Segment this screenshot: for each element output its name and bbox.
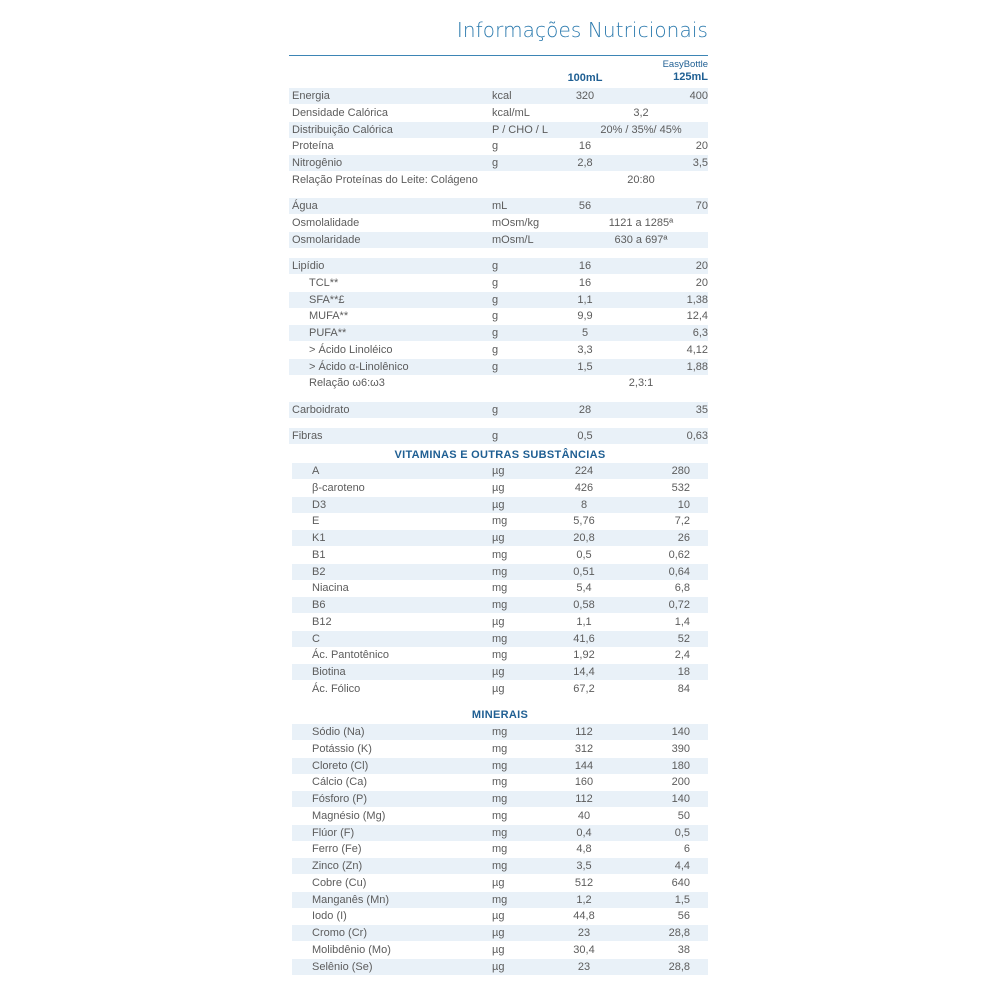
row-unit: mg — [492, 515, 508, 528]
row-value-100ml: 512 — [574, 876, 594, 889]
column-header-100ml: 100mL — [567, 72, 603, 84]
row-value-100ml: 8 — [580, 498, 588, 511]
row-value-100ml: 1,1 — [576, 615, 592, 628]
row-unit: µg — [492, 532, 505, 544]
table-row — [292, 547, 708, 563]
row-value-100ml: 112 — [575, 726, 593, 738]
row-label: Densidade Calórica — [292, 106, 388, 119]
row-value-125ml: 6,3 — [692, 327, 708, 339]
row-label: Carboidrato — [292, 404, 350, 416]
row-value-merged: 20% / 35%/ 45% — [600, 123, 682, 136]
row-value-100ml: 320 — [575, 90, 595, 102]
row-label: Ác. Fólico — [312, 682, 361, 695]
row-value-100ml: 1,5 — [577, 360, 593, 373]
row-unit: µg — [492, 910, 505, 923]
row-value-125ml: 84 — [677, 682, 690, 695]
row-label: Fibras — [292, 430, 323, 442]
table-row — [289, 325, 708, 341]
row-value-100ml: 16 — [578, 140, 592, 153]
row-unit: g — [492, 404, 499, 416]
row-label: Magnésio (Mg) — [312, 809, 386, 822]
row-label: B12 — [312, 615, 332, 628]
row-value-125ml: 38 — [677, 943, 690, 956]
row-value-125ml: 0,72 — [668, 599, 690, 611]
row-unit: g — [492, 327, 499, 339]
row-unit: mOsm/kg — [492, 216, 540, 229]
row-value-100ml: 14,4 — [573, 666, 595, 678]
table-row — [292, 875, 708, 891]
row-label: Nitrogênio — [292, 157, 343, 169]
row-unit: mg — [492, 726, 508, 738]
row-value-125ml: 3,5 — [692, 157, 708, 169]
table-row — [292, 858, 708, 874]
row-value-125ml: 18 — [677, 666, 690, 678]
section-header-vitaminas: VITAMINAS E OUTRAS SUBSTÂNCIAS — [394, 449, 606, 461]
row-value-100ml: 0,4 — [576, 826, 592, 839]
table-row — [289, 428, 708, 444]
row-label: Zinco (Zn) — [312, 860, 363, 872]
row-label: Lipídio — [292, 260, 325, 272]
row-unit: µg — [492, 960, 505, 973]
row-label: Potássio (K) — [312, 742, 372, 755]
row-label: MUFA** — [309, 310, 349, 323]
row-value-100ml: 0,51 — [573, 565, 595, 578]
row-label: Osmolaridade — [292, 233, 361, 246]
row-label: Proteína — [292, 140, 334, 153]
row-value-125ml: 6 — [683, 843, 690, 856]
row-value-125ml: 70 — [695, 200, 708, 212]
row-value-125ml: 35 — [695, 404, 708, 416]
table-row — [289, 308, 708, 324]
row-unit: g — [492, 276, 499, 289]
row-label: Manganês (Mn) — [312, 893, 390, 906]
row-value-100ml: 112 — [575, 793, 593, 805]
row-label: Flúor (F) — [312, 826, 355, 839]
row-value-100ml: 16 — [578, 260, 592, 272]
row-unit: g — [492, 140, 499, 153]
row-unit: mg — [492, 893, 508, 906]
row-unit: mOsm/L — [492, 233, 534, 246]
row-value-100ml: 5,4 — [576, 582, 592, 595]
row-value-125ml: 20 — [695, 140, 708, 153]
row-value-merged: 2,3:1 — [628, 377, 654, 390]
row-label: Relação Proteínas do Leite: Colágeno — [292, 173, 478, 186]
row-unit: µg — [492, 666, 505, 678]
table-row — [292, 841, 708, 857]
table-row — [289, 155, 708, 171]
table-row — [292, 580, 708, 596]
row-label: Biotina — [312, 666, 346, 678]
page-title: Informações Nutricionais — [456, 18, 708, 42]
row-label: B2 — [312, 565, 326, 578]
table-row — [292, 825, 708, 841]
row-unit: mg — [492, 860, 508, 872]
row-value-100ml: 312 — [574, 742, 594, 755]
row-label: Molibdênio (Mo) — [312, 943, 391, 956]
row-value-100ml: 0,5 — [576, 548, 592, 561]
table-row — [292, 463, 708, 479]
row-unit: µg — [492, 876, 505, 889]
row-value-125ml: 1,4 — [674, 615, 690, 628]
row-value-100ml: 160 — [574, 776, 594, 789]
row-label: Cobre (Cu) — [312, 876, 367, 889]
row-unit: mg — [492, 826, 508, 839]
row-value-100ml: 16 — [578, 276, 592, 289]
row-value-125ml: 56 — [677, 910, 690, 923]
row-unit: mg — [492, 843, 508, 856]
row-unit: kcal — [492, 90, 512, 102]
row-value-100ml: 1,92 — [573, 649, 595, 662]
column-header-easybottle: EasyBottle — [662, 59, 708, 70]
row-label: Osmolalidade — [292, 216, 360, 229]
row-label: Sódio (Na) — [312, 726, 365, 738]
row-unit: µg — [492, 682, 505, 695]
table-row — [292, 892, 708, 908]
row-value-100ml: 40 — [577, 809, 591, 822]
table-row — [292, 741, 708, 757]
row-unit: mg — [492, 809, 508, 822]
row-value-125ml: 0,5 — [674, 826, 690, 839]
row-value-125ml: 140 — [671, 793, 690, 805]
row-unit: µg — [492, 927, 505, 939]
row-unit: mg — [492, 548, 508, 561]
row-value-100ml: 44,8 — [573, 910, 595, 923]
row-label: Cálcio (Ca) — [312, 776, 368, 789]
row-value-100ml: 0,5 — [577, 430, 593, 442]
row-value-merged: 1121 a 1285ª — [608, 216, 674, 229]
row-label: SFA**£ — [309, 293, 345, 306]
row-value-125ml: 180 — [671, 759, 690, 772]
row-value-125ml: 20 — [695, 260, 708, 272]
table-row — [289, 342, 708, 358]
row-unit: µg — [492, 465, 505, 477]
row-value-100ml: 426 — [574, 481, 594, 494]
table-row — [292, 959, 708, 975]
row-label: K1 — [312, 532, 326, 544]
row-label: Niacina — [312, 582, 349, 595]
row-value-125ml: 0,64 — [668, 565, 690, 578]
row-value-100ml: 0,58 — [573, 599, 595, 611]
row-unit: mg — [492, 649, 508, 662]
row-label: β-caroteno — [312, 481, 365, 494]
row-label: D3 — [312, 498, 327, 511]
table-row — [289, 292, 708, 308]
row-unit: mL — [492, 200, 508, 212]
row-value-125ml: 400 — [689, 90, 708, 102]
table-row — [289, 105, 708, 121]
table-row — [292, 908, 708, 924]
row-unit: g — [492, 310, 499, 323]
row-label: PUFA** — [309, 327, 347, 339]
row-value-125ml: 1,5 — [674, 893, 690, 906]
row-value-125ml: 12,4 — [686, 310, 708, 323]
row-value-100ml: 3,5 — [576, 860, 592, 872]
row-value-merged: 20:80 — [627, 173, 655, 186]
row-value-100ml: 224 — [574, 465, 594, 477]
table-row — [289, 402, 708, 418]
row-value-125ml: 26 — [677, 532, 690, 544]
row-value-100ml: 30,4 — [573, 943, 595, 956]
row-label: B6 — [312, 599, 326, 611]
table-row — [292, 942, 708, 958]
section-header-minerais: MINERAIS — [471, 709, 529, 721]
row-unit: mg — [492, 742, 508, 755]
row-value-100ml: 4,8 — [576, 843, 592, 856]
row-label: C — [312, 632, 320, 645]
table-row — [292, 681, 708, 697]
table-row — [289, 122, 708, 138]
table-row — [292, 597, 708, 613]
table-row — [292, 480, 708, 496]
table-row — [292, 564, 708, 580]
row-label: B1 — [312, 548, 326, 561]
table-row — [292, 724, 708, 740]
row-label: Energia — [292, 90, 330, 102]
table-row — [289, 275, 708, 291]
row-value-125ml: 20 — [695, 276, 708, 289]
row-label: A — [312, 465, 320, 477]
row-unit: µg — [492, 615, 505, 628]
row-unit: µg — [492, 943, 505, 956]
row-label: Água — [292, 200, 318, 212]
row-label: Iodo (I) — [312, 910, 347, 923]
row-value-100ml: 1,2 — [576, 893, 592, 906]
table-row — [289, 232, 708, 248]
table-row — [289, 138, 708, 154]
row-label: > Ácido α-Linolênico — [309, 360, 409, 373]
row-unit: g — [492, 343, 499, 356]
row-value-100ml: 1,1 — [577, 293, 593, 306]
row-value-125ml: 52 — [677, 632, 690, 645]
row-unit: mg — [492, 793, 508, 805]
row-unit: g — [492, 157, 499, 169]
table-row — [292, 530, 708, 546]
row-label: E — [312, 515, 320, 528]
row-value-125ml: 0,62 — [668, 548, 690, 561]
row-unit: mg — [492, 565, 508, 578]
table-row — [292, 614, 708, 630]
row-value-125ml: 1,38 — [686, 293, 708, 306]
row-value-125ml: 532 — [671, 481, 690, 494]
table-row — [289, 198, 708, 214]
row-unit: µg — [492, 498, 505, 511]
column-header-125ml: 125mL — [673, 71, 708, 83]
row-value-100ml: 23 — [577, 960, 591, 973]
row-value-merged: 3,2 — [633, 106, 649, 119]
row-value-125ml: 7,2 — [674, 515, 690, 528]
row-value-125ml: 4,12 — [686, 343, 708, 356]
row-value-125ml: 6,8 — [674, 582, 690, 595]
row-label: Cloreto (Cl) — [312, 759, 369, 772]
row-unit: mg — [492, 776, 508, 789]
row-value-100ml: 20,8 — [573, 532, 595, 544]
row-unit: g — [492, 260, 499, 272]
row-label: Relação ω6:ω3 — [309, 377, 385, 390]
row-unit: g — [492, 430, 499, 442]
table-row — [292, 631, 708, 647]
row-value-125ml: 50 — [677, 809, 690, 822]
row-label: Distribuição Calórica — [292, 123, 393, 136]
row-label: Cromo (Cr) — [312, 927, 367, 939]
row-value-125ml: 140 — [671, 726, 690, 738]
table-row — [292, 808, 708, 824]
row-value-100ml: 23 — [577, 927, 591, 939]
row-label: Selênio (Se) — [312, 960, 373, 973]
table-row — [292, 925, 708, 941]
row-unit: g — [492, 360, 499, 373]
table-row — [289, 258, 708, 274]
row-value-100ml: 41,6 — [573, 632, 595, 645]
row-value-100ml: 5 — [581, 327, 589, 339]
row-value-125ml: 390 — [671, 742, 690, 755]
table-row — [292, 497, 708, 513]
row-unit: mg — [492, 582, 508, 595]
table-row — [292, 758, 708, 774]
row-value-100ml: 5,76 — [573, 515, 595, 528]
row-unit: µg — [492, 481, 505, 494]
row-label: TCL** — [309, 276, 339, 289]
row-value-100ml: 56 — [578, 200, 592, 212]
table-row — [292, 774, 708, 790]
row-value-100ml: 28 — [578, 404, 592, 416]
row-value-125ml: 2,4 — [674, 649, 690, 662]
row-label: Fósforo (P) — [312, 793, 368, 805]
table-row — [292, 647, 708, 663]
row-value-125ml: 640 — [671, 876, 690, 889]
row-value-125ml: 28,8 — [668, 960, 690, 973]
table-row — [292, 513, 708, 529]
row-unit: g — [492, 293, 499, 306]
row-value-100ml: 67,2 — [573, 682, 595, 695]
row-value-125ml: 10 — [677, 498, 690, 511]
table-row — [292, 791, 708, 807]
row-value-125ml: 200 — [671, 776, 690, 789]
row-unit: P / CHO / L — [492, 123, 549, 136]
table-row — [289, 359, 708, 375]
row-value-125ml: 0,63 — [686, 430, 708, 442]
row-unit: mg — [492, 759, 508, 772]
row-label: Ác. Pantotênico — [312, 649, 390, 662]
row-unit: mg — [492, 599, 508, 611]
table-row — [289, 375, 708, 391]
row-value-125ml: 1,88 — [686, 360, 708, 373]
table-row — [292, 664, 708, 680]
row-value-125ml: 28,8 — [668, 927, 690, 939]
row-unit: mg — [492, 632, 508, 645]
row-label: > Ácido Linoléico — [309, 343, 393, 356]
table-row — [289, 88, 708, 104]
row-unit: kcal/mL — [492, 106, 530, 119]
table-row — [289, 172, 708, 188]
row-label: Ferro (Fe) — [312, 843, 362, 856]
row-value-100ml: 9,9 — [577, 310, 593, 323]
table-row — [289, 215, 708, 231]
row-value-100ml: 2,8 — [577, 157, 593, 169]
row-value-125ml: 280 — [671, 465, 690, 477]
row-value-100ml: 144 — [574, 759, 594, 772]
row-value-125ml: 4,4 — [674, 860, 690, 872]
row-value-100ml: 3,3 — [577, 343, 593, 356]
row-value-merged: 630 a 697ª — [614, 233, 668, 246]
